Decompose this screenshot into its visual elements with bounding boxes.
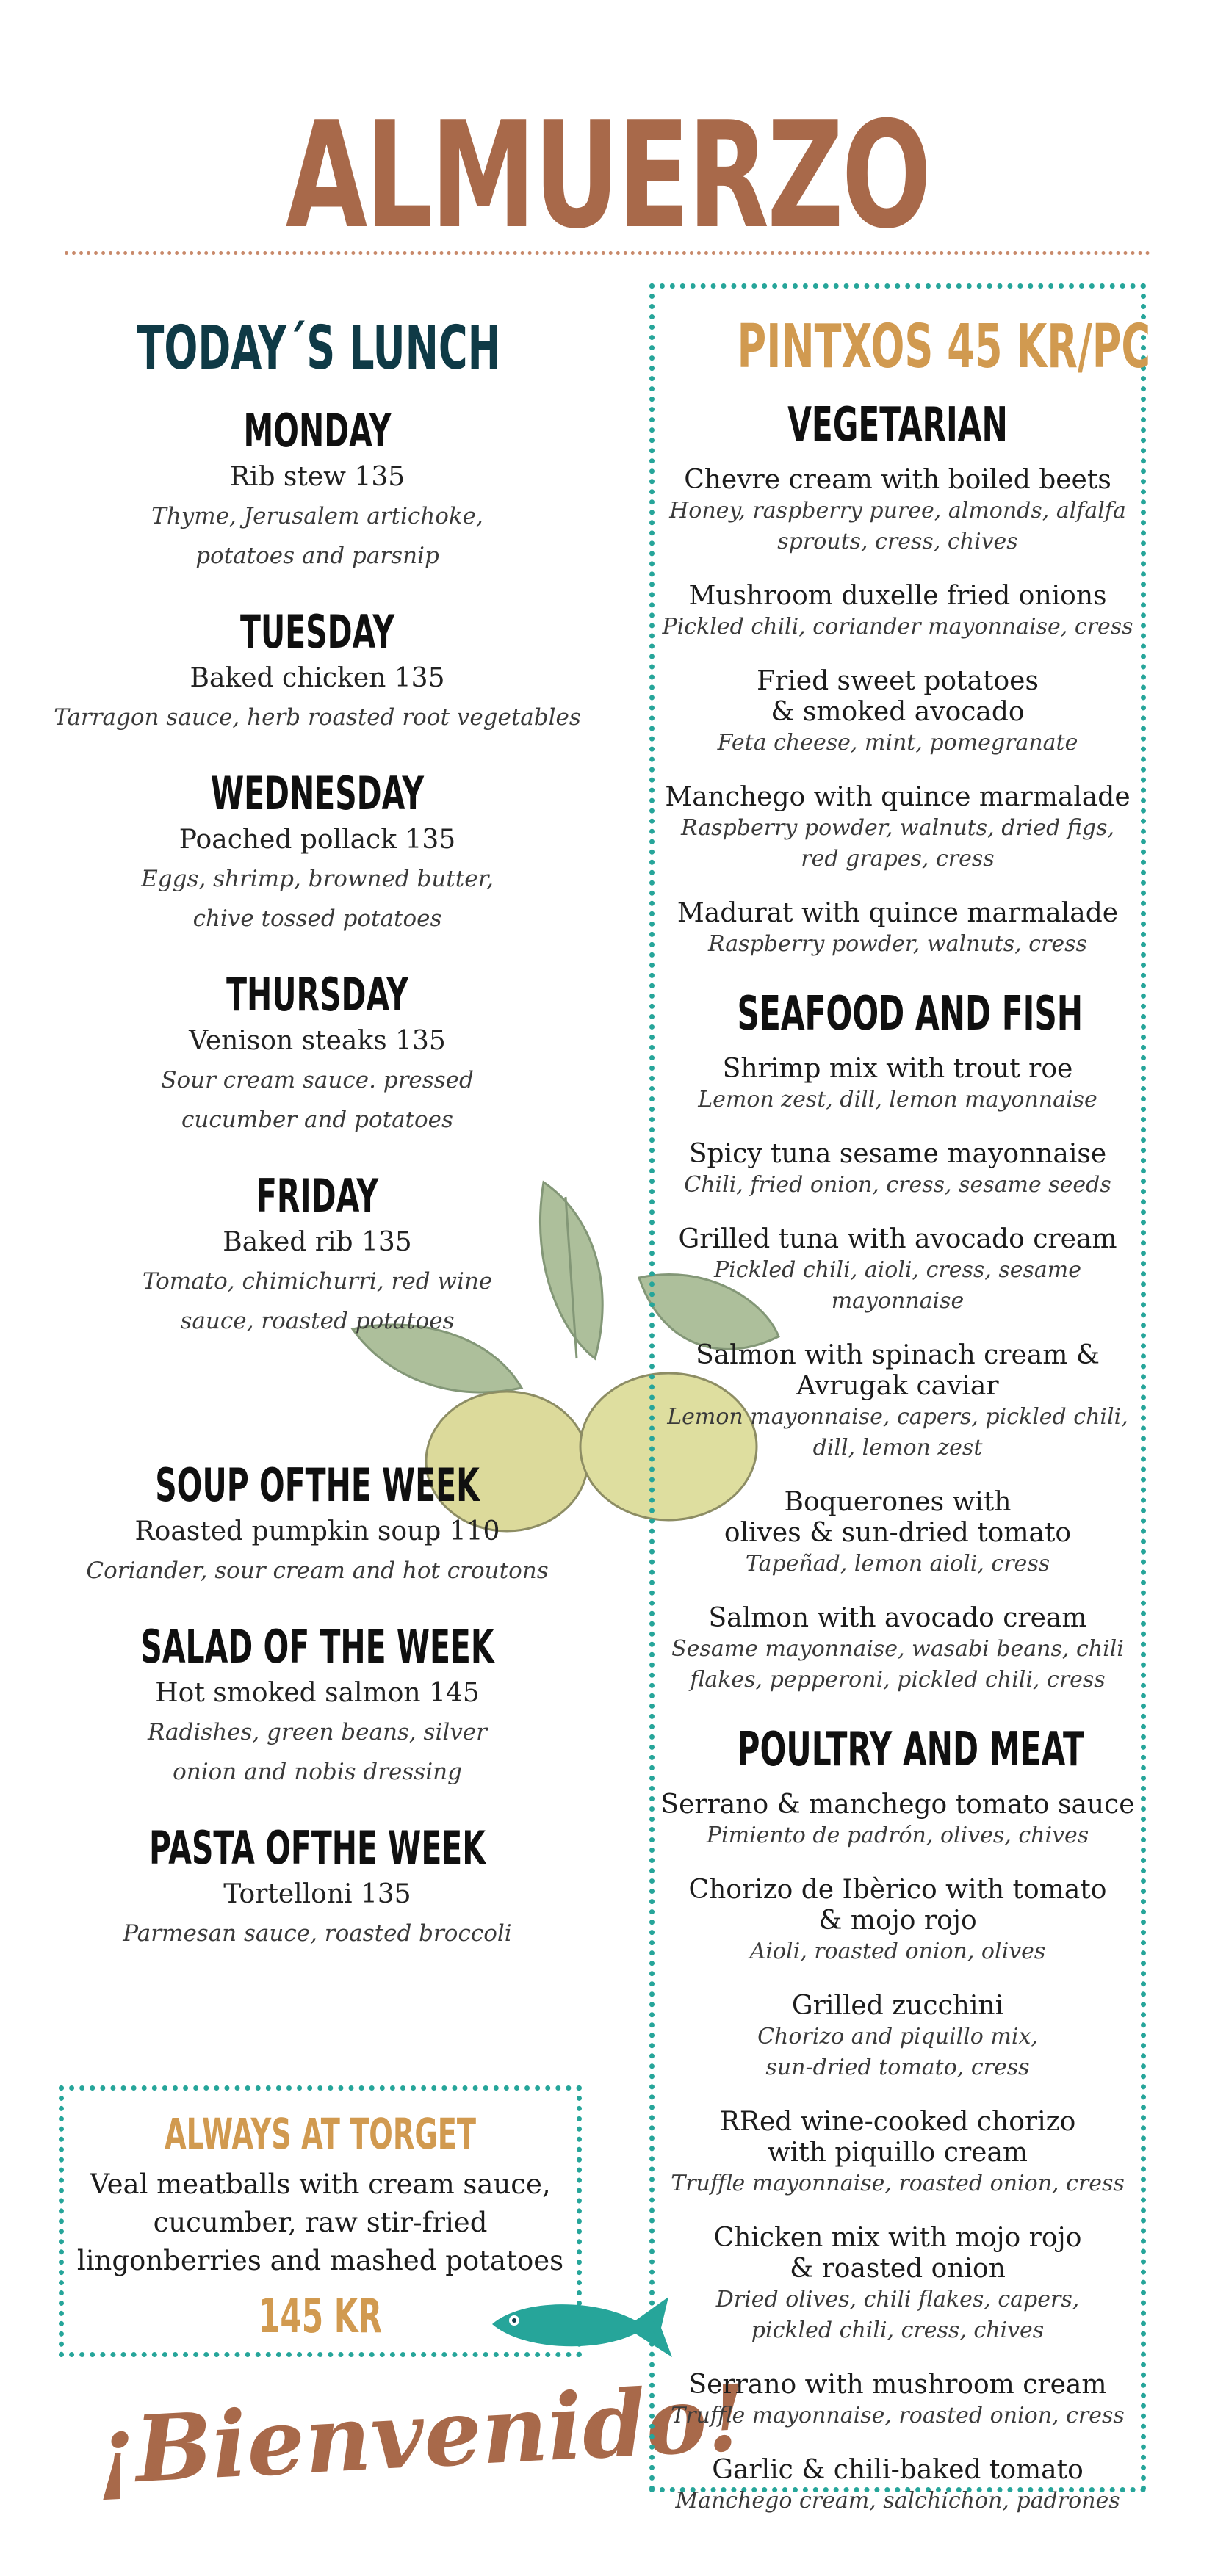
pintxo-name: RRed wine-cooked chorizo <box>719 2107 1076 2137</box>
pintxo-name: Chorizo de Ibèrico with tomato <box>688 1875 1107 1905</box>
pintxo-name: olives & sun-dried tomato <box>724 1518 1072 1548</box>
pintxo-desc: dill, lemon zest <box>812 1435 983 1461</box>
pintxo-desc: Pickled chili, aioli, cress, sesame <box>713 1257 1082 1283</box>
pintxo-name: & mojo rojo <box>818 1906 977 1936</box>
soup-of-the-week <box>44 1458 591 1591</box>
pintxo-item <box>655 1139 1141 1201</box>
dish-desc: Coriander, sour cream and hot croutons <box>86 1557 549 1584</box>
pintxo-desc: Tapeñad, lemon aioli, cress <box>745 1551 1050 1577</box>
pintxo-name: Spicy tuna sesame mayonnaise <box>688 1139 1107 1169</box>
day-friday <box>44 1169 591 1341</box>
dish-desc: cucumber and potatoes <box>181 1107 453 1133</box>
pintxo-name: Fried sweet potatoes <box>757 666 1039 696</box>
day-name: WEDNESDAY <box>210 767 425 820</box>
week-heading: SOUP OFTHE WEEK <box>155 1458 480 1512</box>
pintxo-item <box>655 2223 1141 2346</box>
pintxo-name: & roasted onion <box>790 2254 1006 2284</box>
day-monday <box>44 404 591 576</box>
pintxo-item <box>655 1487 1141 1580</box>
always-price: 145 KR <box>258 2290 383 2344</box>
pintxo-desc: flakes, pepperoni, pickled chili, cress <box>690 1667 1106 1693</box>
dish-desc: Tomato, chimichurri, red wine <box>142 1268 493 1295</box>
pintxo-name: Garlic & chili-baked tomato <box>712 2455 1084 2485</box>
dish-name: Hot smoked salmon 145 <box>155 1678 480 1708</box>
pintxo-name: Boquerones with <box>784 1487 1012 1517</box>
dish-desc: onion and nobis dressing <box>173 1759 462 1785</box>
dish-desc: sauce, roasted potatoes <box>180 1308 455 1334</box>
pintxo-name: Grilled zucchini <box>791 1991 1004 2021</box>
pintxo-desc: Pickled chili, coriander mayonnaise, cress <box>662 614 1133 640</box>
pintxo-item <box>655 782 1141 875</box>
pintxo-name: Serrano with mushroom cream <box>688 2370 1107 2400</box>
dish-desc: Sour cream sauce. pressed <box>161 1067 474 1093</box>
pintxo-item <box>655 2455 1141 2517</box>
pintxo-desc: Pimiento de padrón, olives, chives <box>706 1823 1089 1848</box>
pintxo-desc: Feta cheese, mint, pomegranate <box>717 730 1078 756</box>
dish-name: Tortelloni 135 <box>223 1879 411 1909</box>
title-divider <box>65 251 1150 255</box>
pintxo-desc: Sesame mayonnaise, wasabi beans, chili <box>671 1636 1124 1662</box>
pintxo-desc: Lemon zest, dill, lemon mayonnaise <box>698 1087 1097 1112</box>
pintxo-item <box>655 1790 1141 1851</box>
pintxos-box <box>649 283 1151 2514</box>
dish-name: Poached pollack 135 <box>179 825 456 855</box>
always-desc-line: Veal meatballs with cream sauce, <box>90 2168 551 2200</box>
pintxo-name: Chevre cream with boiled beets <box>684 465 1111 495</box>
dish-desc: Parmesan sauce, roasted broccoli <box>123 1920 512 1947</box>
pintxo-desc: red grapes, cress <box>801 846 995 872</box>
pintxo-item <box>655 1340 1141 1464</box>
pintxo-desc: Manchego cream, salchichon, padrones <box>675 2488 1120 2514</box>
pintxo-item <box>655 1875 1141 1967</box>
day-wednesday <box>44 767 591 938</box>
pintxo-desc: Raspberry powder, walnuts, cress <box>708 931 1087 957</box>
pintxo-desc: Aioli, roasted onion, olives <box>749 1939 1046 1964</box>
page-title: ALMUERZO <box>285 90 930 261</box>
pintxo-name: & smoked avocado <box>771 697 1025 727</box>
dish-desc: potatoes and parsnip <box>195 543 439 569</box>
pintxo-name: Serrano & manchego tomato sauce <box>660 1790 1135 1820</box>
dish-desc: Radishes, green beans, silver <box>148 1719 487 1745</box>
pintxo-name: Manchego with quince marmalade <box>665 782 1131 812</box>
category-poultry-meat: POULTRY AND MEAT <box>737 1723 1084 1777</box>
pintxo-item <box>655 666 1141 759</box>
category-seafood: SEAFOOD AND FISH <box>737 987 1084 1041</box>
pintxo-item <box>655 1991 1141 2083</box>
pintxo-item <box>655 1224 1141 1317</box>
dish-desc: Tarragon sauce, herb roasted root vegetables <box>54 704 581 731</box>
pintxo-name: Chicken mix with mojo rojo <box>713 2223 1082 2253</box>
dish-name: Roasted pumpkin soup 110 <box>134 1516 500 1546</box>
pintxo-item <box>655 2107 1141 2199</box>
pintxo-desc: Truffle mayonnaise, roasted onion, cress <box>671 2403 1125 2428</box>
pintxo-desc: Honey, raspberry puree, almonds, alfalfa <box>669 498 1126 524</box>
pintxo-name: Mushroom duxelle fried onions <box>688 581 1107 611</box>
pintxo-desc: Chorizo and piquillo mix, <box>757 2024 1038 2049</box>
dish-name: Venison steaks 135 <box>189 1026 446 1056</box>
week-heading: PASTA OFTHE WEEK <box>149 1821 486 1875</box>
spacer <box>44 1370 591 1458</box>
pintxo-desc: Chili, fried onion, cress, sesame seeds <box>684 1172 1111 1198</box>
pintxo-item <box>655 465 1141 557</box>
pintxo-name: Avrugak caviar <box>796 1371 999 1401</box>
fish-icon <box>485 2284 676 2365</box>
pintxo-desc: Truffle mayonnaise, roasted onion, cress <box>671 2171 1125 2196</box>
pintxo-item <box>655 2370 1141 2431</box>
dish-desc: chive tossed potatoes <box>192 905 442 932</box>
pintxo-item <box>655 1054 1141 1115</box>
day-name: THURSDAY <box>226 968 408 1021</box>
dish-desc: Thyme, Jerusalem artichoke, <box>151 503 483 529</box>
dish-desc: Eggs, shrimp, browned butter, <box>141 866 494 892</box>
welcome-script: ¡Bienvenido! <box>93 2365 749 2506</box>
day-tuesday <box>44 605 591 737</box>
dish-name: Rib stew 135 <box>229 462 405 492</box>
pintxo-desc: sun-dried tomato, cress <box>765 2055 1030 2080</box>
todays-lunch-section <box>44 308 591 1983</box>
dish-name: Baked rib 135 <box>223 1227 412 1257</box>
pintxo-desc: sprouts, cress, chives <box>777 529 1018 554</box>
todays-lunch-heading: TODAY´S LUNCH <box>137 314 501 383</box>
dish-name: Baked chicken 135 <box>190 663 445 693</box>
always-desc-line: cucumber, raw stir-fried <box>153 2207 488 2238</box>
day-name: MONDAY <box>243 404 392 457</box>
pintxo-name: Salmon with avocado cream <box>708 1603 1087 1633</box>
salad-of-the-week <box>44 1620 591 1792</box>
week-heading: SALAD OF THE WEEK <box>140 1620 494 1674</box>
day-thursday <box>44 968 591 1140</box>
pintxo-desc: Raspberry powder, walnuts, dried figs, <box>680 815 1114 841</box>
pintxo-name: Grilled tuna with avocado cream <box>678 1224 1117 1254</box>
pintxo-name: Shrimp mix with trout roe <box>722 1054 1073 1084</box>
pintxo-item <box>655 1603 1141 1696</box>
pintxo-item <box>655 581 1141 643</box>
category-vegetarian: VEGETARIAN <box>787 398 1008 452</box>
always-desc-line: lingonberries and mashed potatoes <box>76 2245 564 2276</box>
always-heading: ALWAYS AT TORGET <box>164 2109 477 2159</box>
pintxo-desc: pickled chili, cress, chives <box>751 2318 1045 2343</box>
day-name: FRIDAY <box>256 1169 379 1223</box>
pintxo-name: with piquillo cream <box>767 2138 1028 2168</box>
day-name: TUESDAY <box>240 605 394 659</box>
pintxo-desc: Lemon mayonnaise, capers, pickled chili, <box>667 1404 1128 1430</box>
pintxo-desc: Dried olives, chili flakes, capers, <box>715 2287 1080 2312</box>
pintxo-name: Madurat with quince marmalade <box>677 898 1119 928</box>
pintxo-desc: mayonnaise <box>831 1288 965 1314</box>
pasta-of-the-week <box>44 1821 591 1953</box>
pintxos-heading: PINTXOS 45 KR/PC <box>737 312 1151 382</box>
pintxo-item <box>655 898 1141 960</box>
pintxo-name: Salmon with spinach cream & <box>696 1340 1100 1370</box>
